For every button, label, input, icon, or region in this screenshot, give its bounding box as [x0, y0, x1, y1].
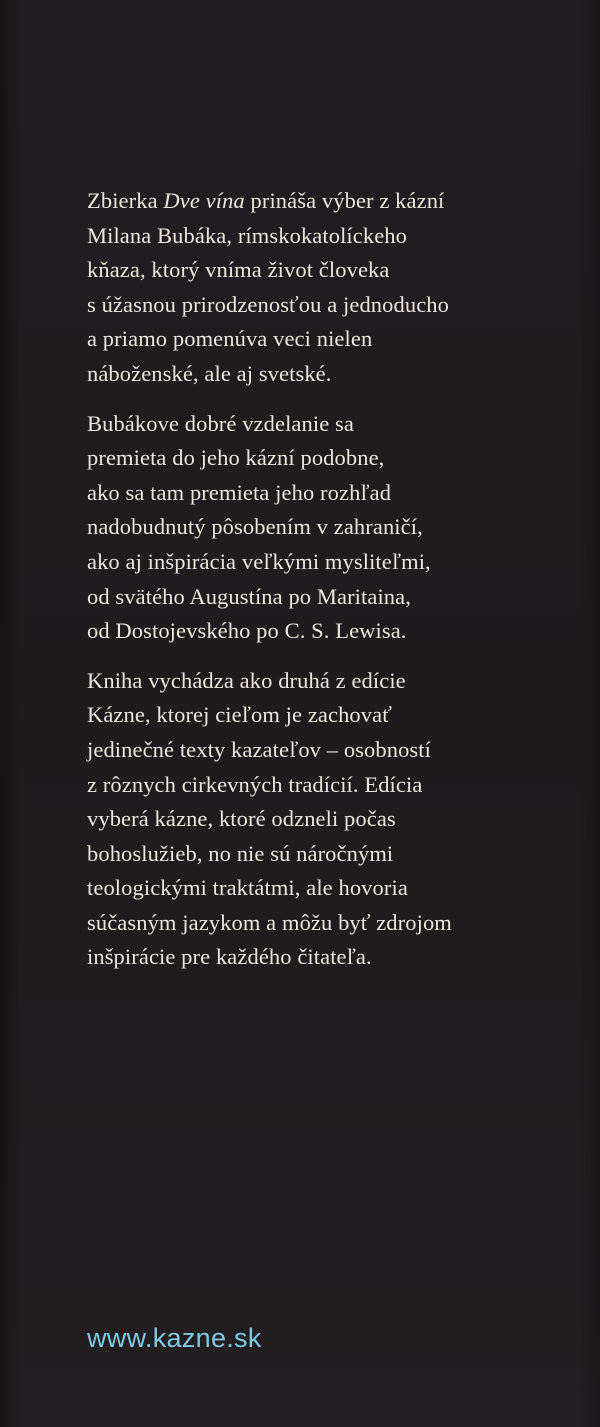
- text-line: od Dostojevského po C. S. Lewisa.: [87, 618, 407, 644]
- book-title-italic: Dve vína: [163, 188, 245, 213]
- text-line: Zbierka Dve vína prináša výber z kázní: [87, 188, 445, 213]
- website-url: www.kazne.sk: [87, 1323, 262, 1353]
- text-line: Kázne, ktorej cieľom je zachovať: [87, 702, 392, 728]
- text-line: jedinečné texty kazateľov – osobností: [87, 736, 431, 762]
- text-line: z rôznych cirkevných tradícií. Edícia: [87, 771, 423, 797]
- text-line: Bubákove dobré vzdelanie sa: [87, 410, 354, 436]
- text-line: a priamo pomenúva veci nielen: [87, 326, 373, 352]
- text-line: teologickými traktátmi, ale hovoria: [87, 875, 408, 901]
- text-line: Kniha vychádza ako druhá z edície: [87, 667, 406, 693]
- text-line: Milana Bubáka, rímskokatolíckeho: [87, 222, 408, 248]
- paragraph-1: [87, 184, 577, 392]
- text-line: inšpirácie pre každého čitateľa.: [87, 944, 372, 970]
- text-line: súčasným jazykom a môžu byť zdrojom: [87, 909, 452, 935]
- text-line: premieta do jeho kázní podobne,: [87, 445, 385, 471]
- blurb-text: [87, 184, 577, 990]
- text-line: bohoslužieb, no nie sú náročnými: [87, 840, 394, 866]
- text-line: od svätého Augustína po Maritaina,: [87, 583, 411, 609]
- paragraph-2: [87, 407, 577, 649]
- text-line: vyberá kázne, ktoré odzneli počas: [87, 806, 396, 832]
- text-line: kňaza, ktorý vníma život človeka: [87, 257, 390, 283]
- text-line: ako sa tam premieta jeho rozhľad: [87, 479, 392, 505]
- text-line: ako aj inšpirácia veľkými mysliteľmi,: [87, 548, 431, 574]
- text-line: náboženské, ale aj svetské.: [87, 360, 332, 386]
- text-line: nadobudnutý pôsobením v zahraničí,: [87, 514, 423, 540]
- text-line: s úžasnou prirodzenosťou a jednoducho: [87, 291, 449, 317]
- paragraph-3: [87, 664, 577, 975]
